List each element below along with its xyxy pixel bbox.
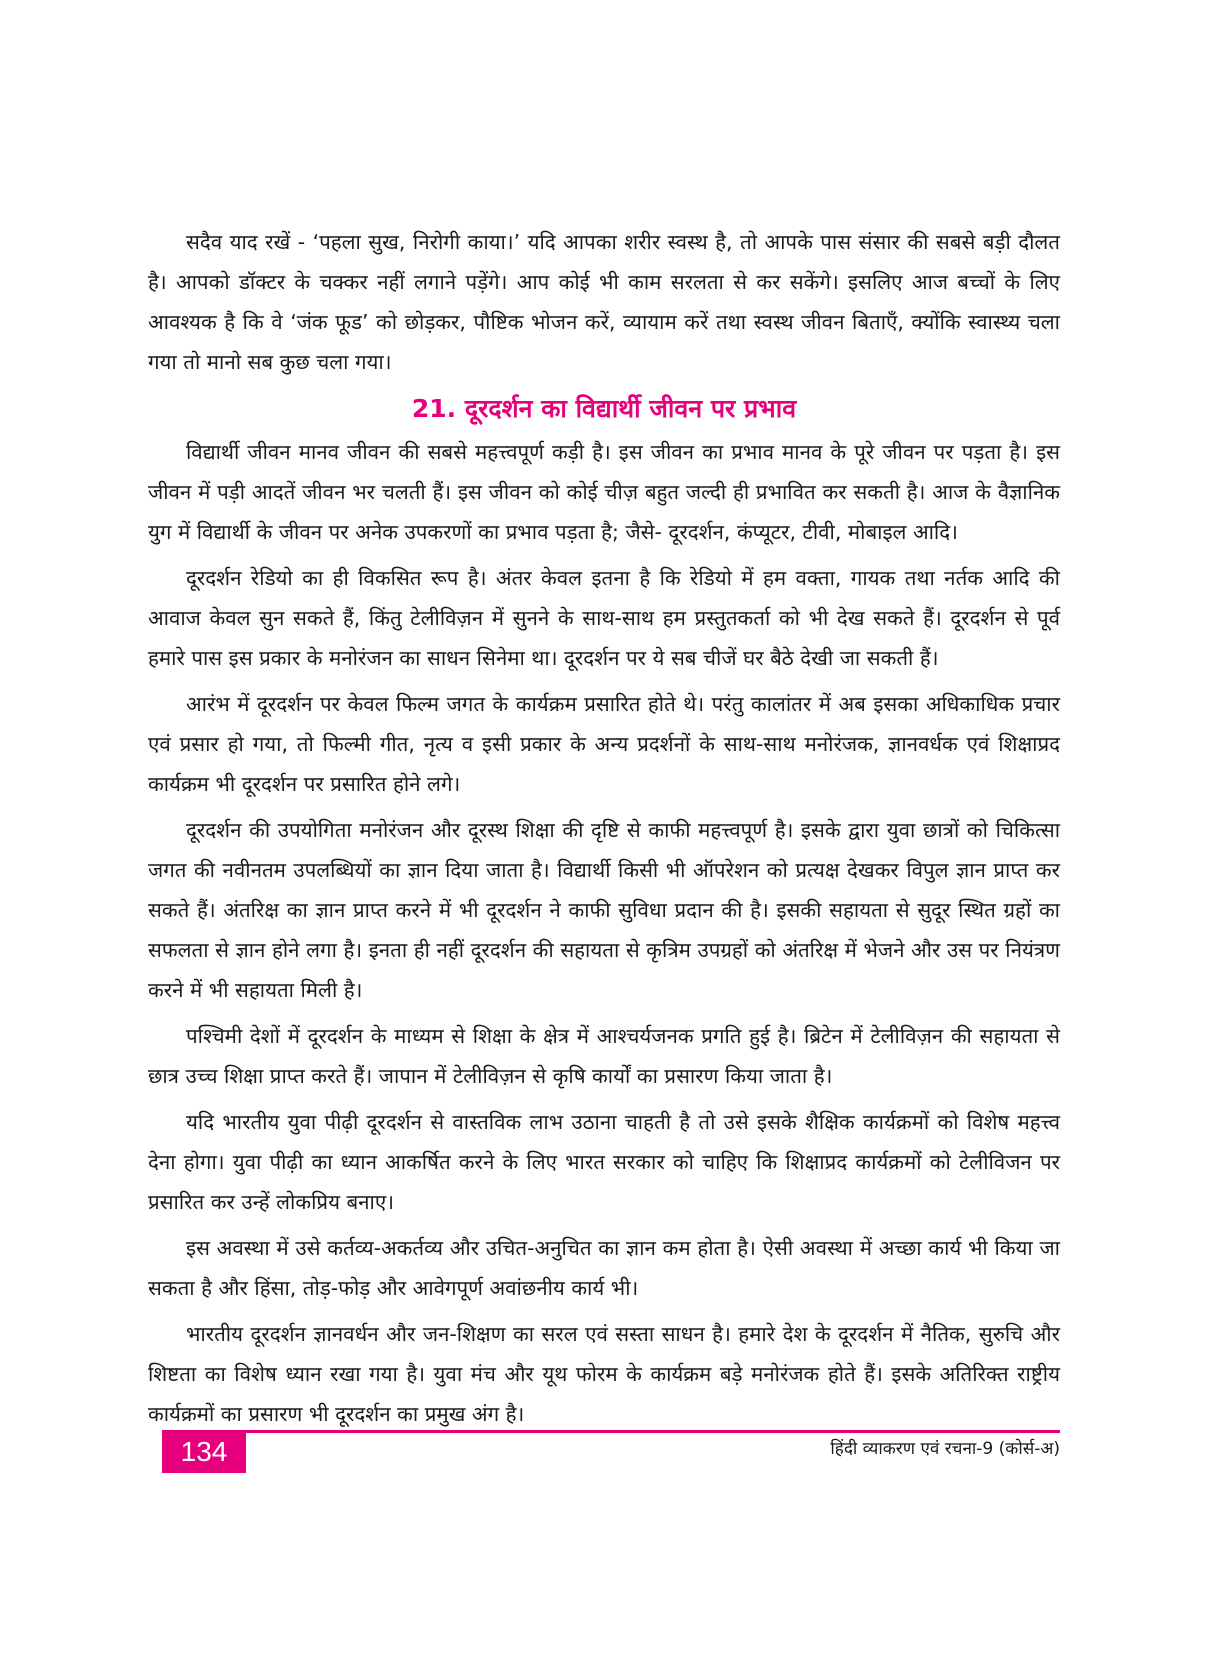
paragraph-3: आरंभ में दूरदर्शन पर केवल फिल्म जगत के कार्यक्रम प्रसारित होते थे। परंतु कालांतर में अब इसका अधिकाधिक प्रचार एवं प्रसार हो गया, तो फिल्मी गीत, नृत्य व इसी प्रकार के अन्य प्रदर्शनों के साथ-साथ मनोरंजक, ज्ञानवर्धक एवं शिक्षाप्रद कार्यक्रम भी दूरदर्शन पर प्रसारित होने लगे।	[148, 692, 1060, 796]
paragraph-1: विद्यार्थी जीवन मानव जीवन की सबसे महत्त्वपूर्ण कड़ी है। इस जीवन का प्रभाव मानव के पूरे जीवन पर पड़ता है। इस जीवन में पड़ी आदतें जीवन भर चलती हैं। इस जीवन को कोई चीज़ बहुत जल्दी ही प्रभावित कर सकती है। आज के वैज्ञानिक युग में विद्यार्थी के जीवन पर अनेक उपकरणों का प्रभाव पड़ता है; जैसे- दूरदर्शन, कंप्यूटर, टीवी, मोबाइल आदि।	[148, 440, 1060, 544]
paragraph-6: यदि भारतीय युवा पीढ़ी दूरदर्शन से वास्तविक लाभ उठाना चाहती है तो उसे इसके शैक्षिक कार्यक्रमों को विशेष महत्त्व देना होगा। युवा पीढ़ी का ध्यान आकर्षित करने के लिए भारत सरकार को चाहिए कि शिक्षाप्रद कार्यक्रमों को टेलीविजन पर प्रसारित कर उन्हें लोकप्रिय बनाए।	[148, 1110, 1060, 1214]
intro-paragraph: सदैव याद रखें - ‘पहला सुख, निरोगी काया।’ यदि आपका शरीर स्वस्थ है, तो आपके पास संसार की सबसे बड़ी दौलत है। आपको डॉक्टर के चक्कर नहीं लगाने पड़ेंगे। आप कोई भी काम सरलता से कर सकेंगे। इसलिए आज बच्चों के लिए आवश्यक है कि वे ‘जंक फूड’ को छोड़कर, पौष्टिक भोजन करें, व्यायाम करें तथा स्वस्थ जीवन बिताएँ, क्योंकि स्वास्थ्य चला गया तो मानो सब कुछ चला गया।	[148, 230, 1060, 374]
paragraph-4: दूरदर्शन की उपयोगिता मनोरंजन और दूरस्थ शिक्षा की दृष्टि से काफी महत्त्वपूर्ण है। इसके द्वारा युवा छात्रों को चिकित्सा जगत की नवीनतम उपलब्धियों का ज्ञान दिया जाता है। विद्यार्थी किसी भी ऑपरेशन को प्रत्यक्ष देखकर विपुल ज्ञान प्राप्त कर सकते हैं। अंतरिक्ष का ज्ञान प्राप्त करने में भी दूरदर्शन ने काफी सुविधा प्रदान की है। इसकी सहायता से सुदूर स्थित ग्रहों का सफलता से ज्ञान होने लगा है। इनता ही नहीं दूरदर्शन की सहायता से कृत्रिम उपग्रहों को अंतरिक्ष में भेजने और उस पर नियंत्रण करने में भी सहायता मिली है।	[148, 818, 1060, 1002]
book-title: हिंदी व्याकरण एवं रचना-9 (कोर्स-अ)	[830, 1439, 1060, 1459]
paragraph-5: पश्चिमी देशों में दूरदर्शन के माध्यम से शिक्षा के क्षेत्र में आश्चर्यजनक प्रगति हुई है। ब्रिटेन में टेलीविज़न की सहायता से छात्र उच्च शिक्षा प्राप्त करते हैं। जापान में टेलीविज़न से कृषि कार्यों का प्रसारण किया जाता है।	[148, 1024, 1060, 1088]
paragraph-2: दूरदर्शन रेडियो का ही विकसित रूप है। अंतर केवल इतना है कि रेडियो में हम वक्ता, गायक तथा नर्तक आदि की आवाज केवल सुन सकते हैं, किंतु टेलीविज़न में सुनने के साथ-साथ हम प्रस्तुतकर्ता को भी देख सकते हैं। दूरदर्शन से पूर्व हमारे पास इस प्रकार के मनोरंजन का साधन सिनेमा था। दूरदर्शन पर ये सब चीजें घर बैठे देखी जा सकती हैं।	[148, 566, 1060, 670]
paragraph-7: इस अवस्था में उसे कर्तव्य-अकर्तव्य और उचित-अनुचित का ज्ञान कम होता है। ऐसी अवस्था में अच्छा कार्य भी किया जा सकता है और हिंसा, तोड़-फोड़ और आवेगपूर्ण अवांछनीय कार्य भी।	[148, 1236, 1060, 1300]
page-number: 134	[162, 1431, 246, 1473]
page-content	[148, 222, 1060, 1440]
section-heading: 21. दूरदर्शन का विद्यार्थी जीवन पर प्रभाव	[411, 394, 797, 423]
paragraph-8: भारतीय दूरदर्शन ज्ञानवर्धन और जन-शिक्षण का सरल एवं सस्ता साधन है। हमारे देश के दूरदर्शन में नैतिक, सुरुचि और शिष्टता का विशेष ध्यान रखा गया है। युवा मंच और यूथ फोरम के कार्यक्रम बड़े मनोरंजक होते हैं। इसके अतिरिक्त राष्ट्रीय कार्यक्रमों का प्रसारण भी दूरदर्शन का प्रमुख अंग है।	[148, 1322, 1060, 1426]
footer-divider	[162, 1430, 1060, 1433]
